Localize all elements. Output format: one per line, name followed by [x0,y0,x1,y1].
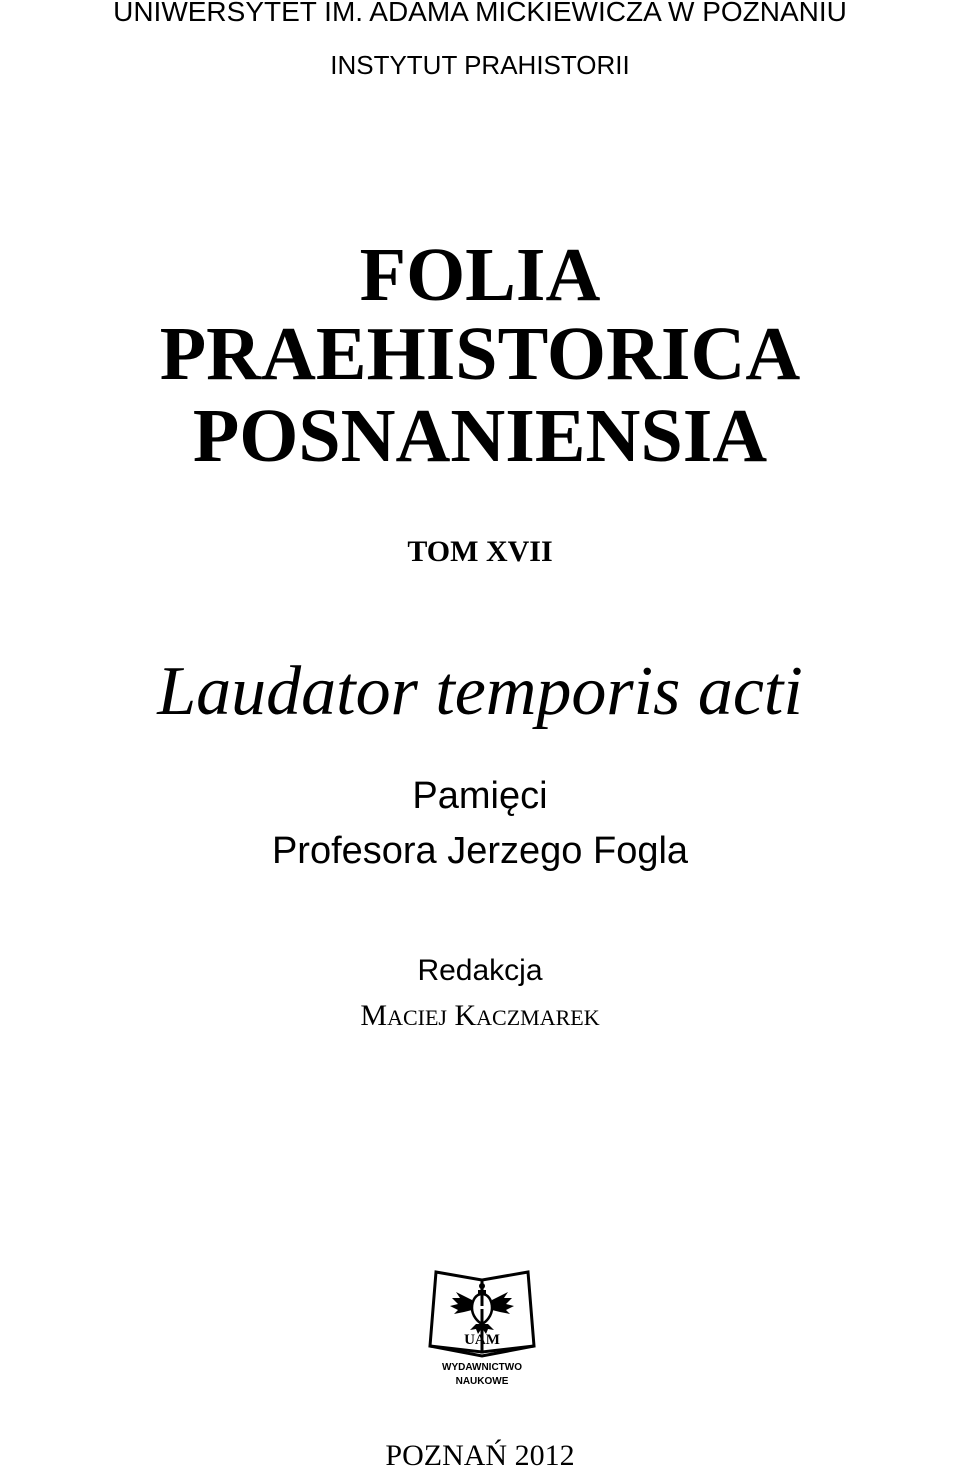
editor-label: Redakcja [417,954,543,987]
editor-last-initial: K [454,999,477,1032]
series-title-line-3: POSNANIENSIA [192,394,768,478]
imprint: POZNAŃ 2012 [385,1439,575,1472]
volume-number: TOM XVII [407,535,553,568]
book-subtitle: Laudator temporis acti [157,653,803,730]
logo-text-line-1: WYDAWNICTWO [442,1362,522,1373]
dedication-line-2: Profesora Jerzego Fogla [271,830,689,872]
editor-last-rest: ACZMAREK [476,1005,600,1030]
logo-mark: UAM [464,1332,500,1348]
dedication-line-1: Pamięci [412,775,548,817]
uam-eagle-book-logo-icon [426,1266,538,1390]
editor-name [0,1001,960,1031]
university-name: UNIWERSYTET IM. ADAMA MICKIEWICZA W POZNANIU [113,0,847,27]
institute-name: INSTYTUT PRAHISTORII [330,50,630,80]
series-title-line-2: PRAEHISTORICA [159,312,801,396]
editor-first-rest: ACIEJ [387,1005,447,1030]
editor-first-initial: M [360,999,388,1032]
logo-text-line-2: NAUKOWE [455,1376,509,1387]
series-title-line-1: FOLIA [359,233,601,317]
